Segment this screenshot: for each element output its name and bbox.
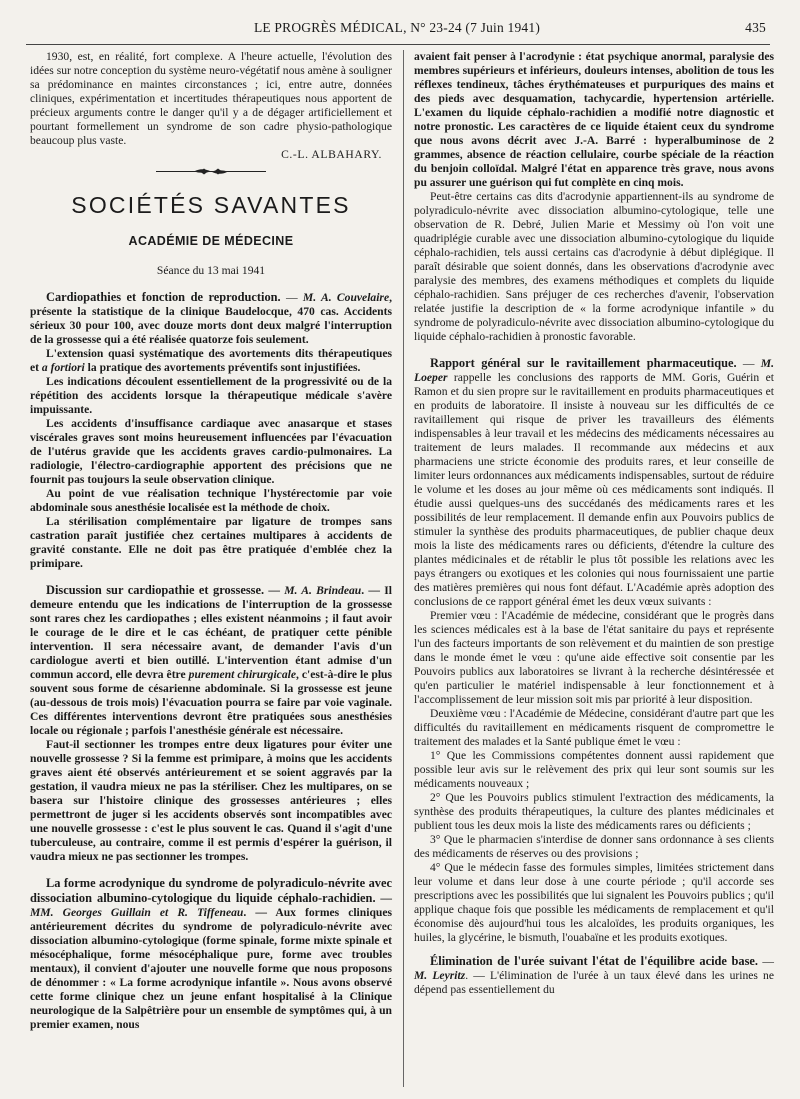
voeu-item-3: 3° Que le pharmacien s'interdise de donner sans ordonnance à ses clients des médicaments de réserves ou des provisions ; — [414, 833, 774, 860]
discussion-paragraph: Discussion sur cardiopathie et grossesse. — M. A. Brindeau. — Il demeure entendu que les indications de l'interruption de la grossesse sont rares chez les cardiopathes ; elles existent néanmoins ; il faut avoir le courage de le dire et le cas échéant, de pratiquer cette pénible intervention. Il sera nécessaire avant, de demander l'avis d'un cardiologue averti et bien outillé. L'intervention étant admise d'un commun accord, elle devra être purement chirurgicale, c'est-à-dire le plus souvent sous forme de césarienne abdominale. Si la grossesse est jeune (au-dessous de trois mois) l'évacuation pourra se faire par voie vaginale. Ces différentes interventions devront être pratiquées sous anesthésies locale ou régionale ; parfois l'anesthésie générale est nécessaire. — [30, 583, 393, 737]
cardiopathies-paragraph: Cardiopathies et fonction de reproduction. — M. A. Couvelaire, présente la statistique de la clinique Baudelocque, 470 cas. Accidents sérieux 30 pour 100, avec douze morts dont deux malgré l'interruption de la grossesse qui a été réalisée quatorze fois seulement. — [30, 290, 393, 346]
article-continuation: 1930, est, en réalité, fort complexe. A l'heure actuelle, l'évolution des idées sur notre conception du système neuro-végétatif nous amène à souligner sa prédominance en maintes circonstances ; ici, entre autre, données cliniques, expérimentation et incertitudes thérapeutiques nous apportent de précieux arguments contre le danger qu'il y a de dégager artificiellement et pourtant formellement un syndrome de son cadre physio-pathologique beaucoup plus vaste. — [30, 50, 392, 147]
discussion-heading: Discussion sur cardiopathie et grossesse. — [46, 583, 265, 597]
cardiopathies-p5: Au point de vue réalisation technique l'hystérectomie par voie abdominale sous anesthésie localisée est la méthode de choix. — [30, 487, 392, 514]
author-brindeau: M. A. Brindeau — [284, 584, 362, 597]
voeu-item-4: 4° Que le médecin fasse des formules simples, limitées strictement dans leur volume et dans leur dose à une courte période ; qu'il accorde ses prescriptions avec les possibilités que lui signalent les Pouvoirs publics ; qu'il applique chaque fois que possible les médicaments de remplacement et qu'il économise dès aujourd'hui tous les alcaloïdes, les produits organiques, les huiles, la glycérine, le bismuth, l'ouabaïne et les produits exotiques. — [414, 861, 774, 944]
author-loeper: M. Loeper — [414, 357, 774, 384]
cardiopathies-heading: Cardiopathies et fonction de reproduction. — [46, 290, 281, 304]
authors-guillain-tiffeneau: MM. Georges Guillain et R. Tiffeneau — [30, 906, 244, 919]
acrodynie-p2: Peut-être certains cas dits d'acrodynie appartiennent-ils au syndrome de polyradiculo-névrite avec dissociation albumino-cytologique, telle une observation de R. Debré, Julien Marie et Messimy où l'on voit une quadriplégie curable avec une dissociation albumino-cytologique du liquide céphalo-rachidien, tels aussi certains cas d'acrodynie à début diplégique. Il paraît désirable que soient donnés, dans les observations d'acrodynie avec paralysie des membres, des examens méthodiques et complets du liquide céphalo-rachidien. Sans préjuger de ces recherches d'avenir, l'observation relatée justifie la description de « la forme acrodynique infantile » du syndrome de polyradiculo-névrite avec dissociation albumino-cytologique du liquide céphalo-rachidien à pronostic favorable. — [414, 190, 774, 343]
cardiopathies-p2: L'extension quasi systématique des avortements dits thérapeutiques et a fortiori la pratique des avortements préventifs sont injustifiées. — [30, 347, 392, 374]
voeu-2: Deuxième vœu : l'Académie de Médecine, considérant d'autre part que les difficultés du ravitaillement en médicaments risquent de compromettre le traitement des malades et la Santé publique émet le vœu : — [414, 707, 774, 748]
cardiopathies-p3: Les indications découlent essentiellement de la progressivité ou de la répétition des accidents lorsque la thérapeutique médicale s'avère impuissante. — [30, 375, 392, 416]
discussion-p2: Faut-il sectionner les trompes entre deux ligatures pour éviter une nouvelle grossesse ? Si la femme est primipare, à moins que les accidents graves aient été observés antérieurement et se soient aggravés par la gestation, il vaudra mieux ne pas la stériliser. Chez les multipares, on se basera sur l'histoire clinique des grossesses antérieures ; elles permettront de juger si les accidents observés sont incompatibles avec une nouvelle grossesse : c'est le plus souvent le cas. Quand il s'agit d'une tuberculeuse, au contraire, comme il est permis d'espérer la guérison, il vaudra mieux ne pas sectionner les trompes. — [30, 738, 392, 863]
right-column — [414, 50, 774, 997]
journal-title: LE PROGRÈS MÉDICAL, N° 23-24 (7 Juin 1941) — [253, 20, 541, 35]
uree-heading: Élimination de l'urée suivant l'état de l'équilibre acide base. — [430, 954, 758, 968]
cardiopathies-p6: La stérilisation complémentaire par ligature de trompes sans castration paraît justifiée chez certaines multipares à accidents de gravité constante. Elle ne doit pas être pratiquée d'emblée chez la primipare. — [30, 515, 392, 570]
cardiopathies-p4: Les accidents d'insuffisance cardiaque avec anasarque et stases viscérales graves sont moins heureusement influencées par l'évacuation de l'utérus gravide que les accidents graves cardio-pulmonaires. La radiologie, l'électro-cardiographie apportent des précisions que ne fournit pas toujours la seule observation clinique. — [30, 417, 392, 486]
academy-heading: ACADÉMIE DE MÉDECINE — [128, 234, 294, 248]
author-leyritz: M. Leyritz — [414, 969, 466, 982]
running-header — [28, 20, 766, 44]
voeu-item-2: 2° Que les Pouvoirs publics stimulent l'extraction des médicaments, la synthèse des produits thérapeutiques, la culture des plantes médicinales et publient tous les deux mois la liste des médicaments rares ou déficients ; — [414, 791, 774, 832]
author-signature: C.-L. ALBAHARY. — [281, 148, 382, 161]
acrodynie-continuation: avaient fait penser à l'acrodynie : état psychique anormal, paralysie des membres supérieurs et inférieurs, douleurs intenses, abolition de tous les réflexes tendineux, tâches érythémateuses et purpuriques des mains et des pieds avec desquamation, tachycardie, hypertension artérielle. L'examen du liquide céphalo-rachidien a modifié notre diagnostic et notre pronostic. Les caractères de ce liquide étaient ceux du syndrome que nous avons décrit avec J.-A. Barré : hyperalbuminose de 2 grammes, absence de réaction cellulaire, courbe spéciale de la réaction du benjoin colloïdal. Malgré l'état en apparence très grave, nous avons pu assurer une guérison qui fut complète en cinq mois. — [414, 50, 774, 189]
left-column — [30, 50, 392, 1032]
section-title: SOCIÉTÉS SAVANTES — [71, 192, 351, 218]
header-rule — [26, 44, 770, 45]
session-date: Séance du 13 mai 1941 — [156, 264, 266, 277]
uree-paragraph: Élimination de l'urée suivant l'état de l'équilibre acide base. — M. Leyritz. — L'élimination de l'urée à un taux élevé dans les urines ne dépend pas essentiellement du — [414, 954, 775, 996]
acrodynie-heading: La forme acrodynique du syndrome de polyradiculo-névrite avec dissociation albumino-cytologique du liquide céphalo-rachidien. — [30, 876, 392, 905]
page-number: 435 — [745, 20, 766, 35]
rapport-paragraph: Rapport général sur le ravitaillement pharmaceutique. — M. Loeper rappelle les conclusions des rapports de MM. Goris, Guérin et Ramon et du sien propre sur le ravitaillement en produits pharmaceutiques et en produits de laboratoire. Il insiste à nouveau sur les difficultés de ce ravitaillement qui risque de priver les travailleurs des éléments indispensables à leur travail et les médecins des médicaments nécessaires au traitement de leurs malades. Il recommande aux médecins et aux pharmaciens une stricte économie des produits rares, et leur conseille de limiter leurs ordonnances aux médicaments indispensables, surtout de réduire le volume et les doses au jour même où ces médicaments sont indiqués. Il étudie aussi quelques-uns des succédanés des médicaments rares et les possibilités de leur remplacement. Il demande enfin aux Pouvoirs publics de stimuler la synthèse des produits pharmaceutiques, de publier chaque deux mois la liste des médicaments rares ou déficients, d'étendre la culture des plantes médicinales et de rétablir le plus tôt possible les relations avec les pays étrangers ou exotiques et les colonies qui nous fournissaient une partie des matières premières qui nous font défaut. L'Académie après adoption des conclusions de ce rapport général émet les deux vœux suivants : — [414, 356, 774, 608]
voeu-item-1: 1° Que les Commissions compétentes donnent aussi rapidement que possible leur avis sur le relèvement des prix qui leur sont soumis sur les médicaments nouveaux ; — [414, 749, 774, 790]
fleuron-ornament — [156, 167, 266, 176]
column-divider — [403, 50, 404, 1087]
acrodynie-paragraph: La forme acrodynique du syndrome de polyradiculo-névrite avec dissociation albumino-cytologique du liquide céphalo-rachidien. — MM. Georges Guillain et R. Tiffeneau. — Aux formes cliniques antérieurement décrites du syndrome de polyradiculo-névrite avec dissociation albumino-cytologique (forme spinale, forme mixte spinale et mésocéphalique, forme mésocéphalique pure, forme avec troubles mentaux), il convient d'ajouter une nouvelle forme que nous proposons de dénommer : « La forme acrodynique infantile ». Nous avons observé cette forme clinique chez un jeune enfant hospitalisé à la Clinique neurologique de la Salpêtrière pour un ensemble de symptômes qui, à un premier examen, nous — [30, 876, 393, 1031]
rapport-heading: Rapport général sur le ravitaillement pharmaceutique. — [430, 356, 737, 370]
voeu-1: Premier vœu : l'Académie de médecine, considérant que le progrès dans les sciences médicales est à la base de l'état sanitaire du pays et représente l'un des facteurs importants de son relèvement et du maintien de son prestige dans le monde émet le vœu : qu'une aide effective soit consentie par les Pouvoirs publics aux laboratoires se livrant à la recherche désintéressée et qu'en particulier le matériel indispensable à leur fonctionnement et à l'accomplissement de leur mission soit mis par priorité à leur disposition. — [414, 609, 774, 706]
author-couvelaire: M. A. Couvelaire — [302, 291, 390, 304]
